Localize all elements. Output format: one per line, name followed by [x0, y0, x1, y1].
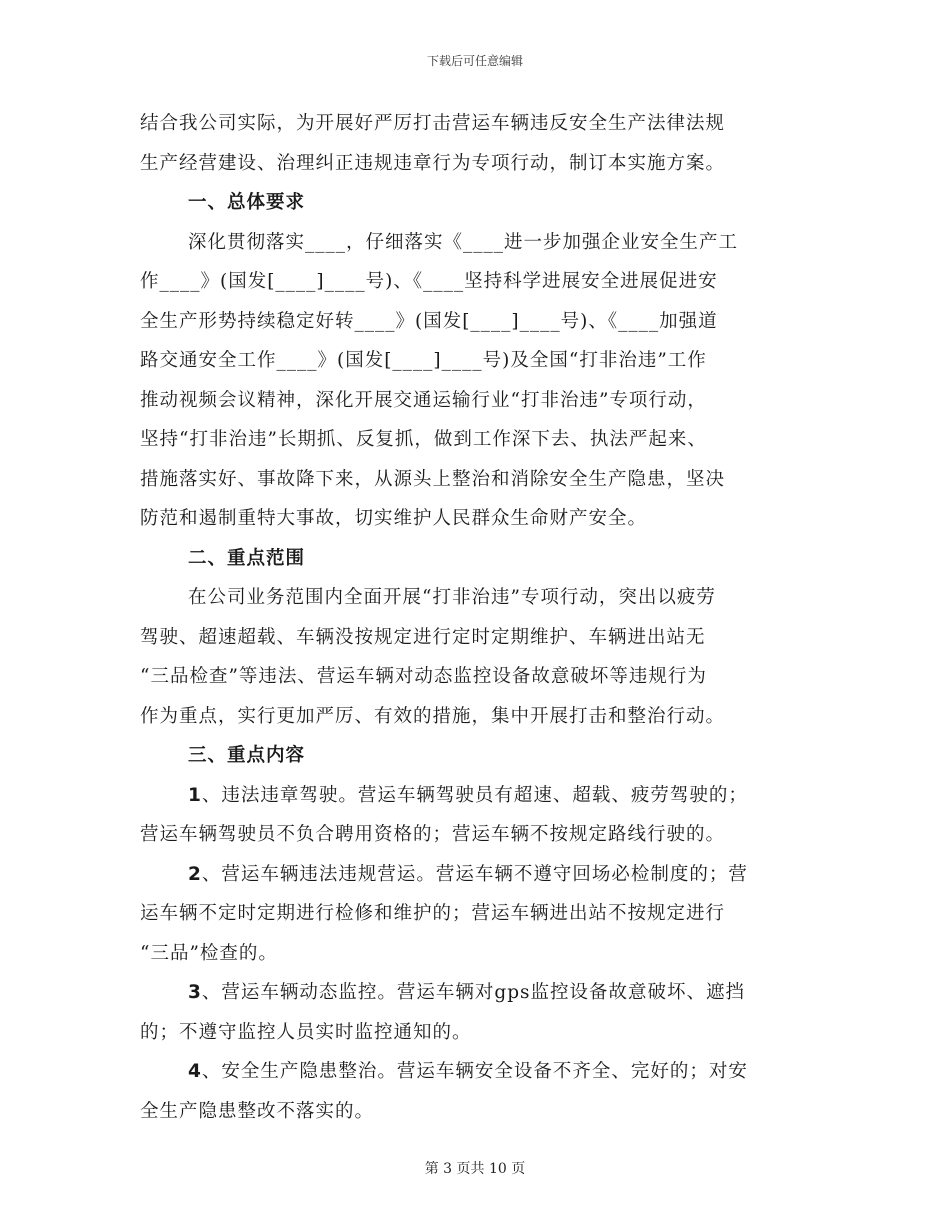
list-item-number: 1: [188, 784, 202, 806]
paragraph-line: 坚持“打非治违”长期抓、反复抓，做到工作深下去、执法严起来、: [140, 429, 707, 450]
list-item-text: 、违法违章驾驶。营运车辆驾驶员有超速、超载、疲劳驾驶的；: [201, 784, 748, 806]
paragraph-line: 措施落实好、事故降下来，从源头上整治和消除安全生产隐患，坚决: [140, 468, 726, 490]
list-item-text: 、营运车辆违法违规营运。营运车辆不遵守回场必检制度的；营: [201, 863, 748, 885]
paragraph-line: 作为重点，实行更加严厉、有效的措施，集中开展打击和整治行动。: [140, 705, 726, 727]
paragraph-line: 作____》(国发[____]____号)、《____坚持科学进展安全进展促进安: [140, 271, 718, 292]
page-header: 下载后可任意编辑: [426, 54, 523, 68]
list-item-line: 全生产隐患整改不落实的。: [140, 1100, 375, 1122]
section-title-key-content: 三、重点内容: [188, 745, 306, 766]
intro-line: 结合我公司实际，为开展好严厉打击营运车辆违反安全生产法律法规: [140, 113, 726, 134]
list-item-line: “三品”检查的。: [140, 942, 278, 964]
intro-line: 生产经营建设、治理纠正违规违章行为专项行动，制订本实施方案。: [140, 152, 726, 174]
list-item-text: 、营运车辆动态监控。营运车辆对gps监控设备故意破坏、遮挡: [201, 982, 746, 1003]
paragraph-line: 路交通安全工作____》(国发[____]____号)及全国“打非治违”工作: [140, 350, 707, 371]
paragraph-line: “三品检查”等违法、营运车辆对动态监控设备故意破坏等违规行为: [140, 666, 707, 687]
section-title-overall-requirements: 一、总体要求: [188, 192, 306, 213]
list-item-line: [140, 1052, 810, 1092]
paragraph-line: 推动视频会议精神，深化开展交通运输行业“打非治违”专项行动，: [140, 389, 707, 411]
page-footer: 第 3 页共 10 页: [424, 1161, 526, 1177]
list-item-line: [140, 855, 810, 895]
list-item-text: 、安全生产隐患整治。营运车辆安全设备不齐全、完好的；对安: [201, 1061, 748, 1082]
section-title-key-scope: 二、重点范围: [188, 547, 306, 569]
list-item-number: 3: [188, 982, 202, 1003]
paragraph-line: 防范和遏制重特大事故，切实维护人民群众生命财产安全。: [140, 508, 648, 529]
list-item-line: [140, 973, 810, 1013]
list-item-number: 2: [188, 863, 202, 885]
list-item-line: 运车辆不定时定期进行检修和维护的；营运车辆进出站不按规定进行: [140, 903, 726, 924]
list-item-line: [140, 776, 810, 816]
paragraph-line: 在公司业务范围内全面开展“打非治违”专项行动，突出以疲劳: [188, 587, 716, 608]
list-item-line: 的；不遵守监控人员实时监控通知的。: [140, 1021, 472, 1043]
paragraph-line: 驾驶、超速超载、车辆没按规定进行定时定期维护、车辆进出站无: [140, 626, 706, 648]
paragraph-line: 深化贯彻落实____，仔细落实《____进一步加强企业安全生产工: [188, 231, 739, 253]
list-item-line: 营运车辆驾驶员不负合聘用资格的；营运车辆不按规定路线行驶的。: [140, 824, 726, 845]
document-body: [140, 104, 810, 1131]
paragraph-line: 全生产形势持续稳定好转____》(国发[____]____号)、《____加强道: [140, 310, 718, 332]
list-item-number: 4: [188, 1061, 202, 1082]
